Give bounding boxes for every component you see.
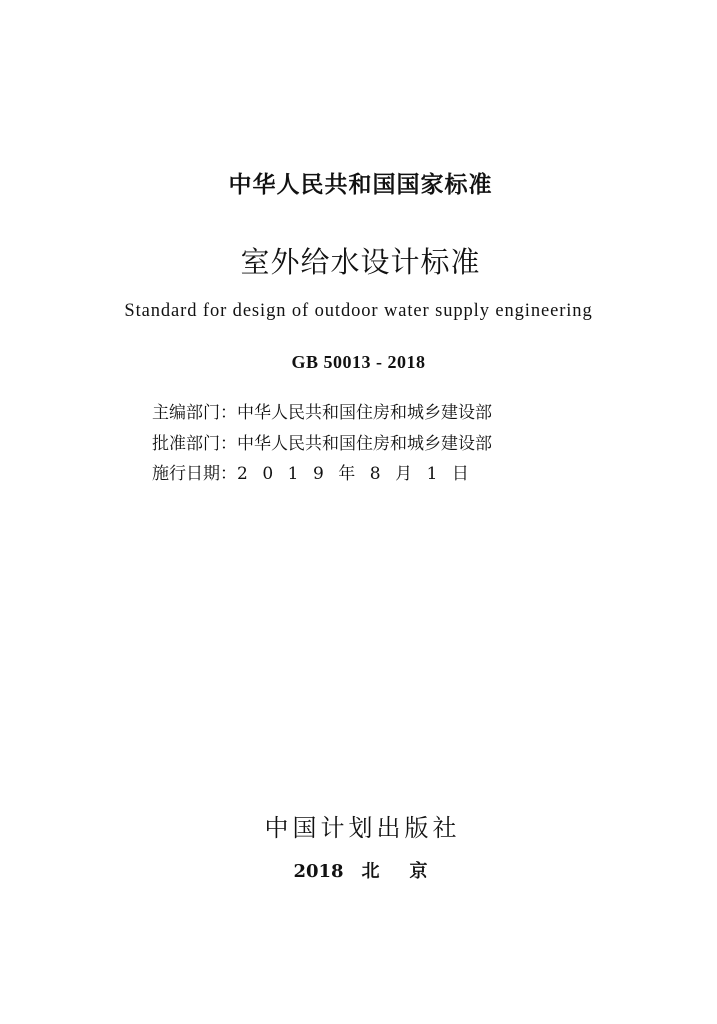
publication-city-part2: 京: [409, 861, 428, 882]
approval-row: [152, 429, 492, 460]
chief-editor-value: 中华人民共和国住房和城乡建设部: [237, 403, 492, 423]
publication-place: [0, 857, 717, 883]
effective-date-row: [152, 459, 492, 490]
approval-value: 中华人民共和国住房和城乡建设部: [237, 433, 492, 454]
chief-editor-label: 主编部门：: [152, 403, 237, 423]
standard-code: GB 50013 - 2018: [291, 352, 426, 372]
effective-date-value: 2019年8月1日: [237, 464, 484, 484]
standard-title-english: Standard for design of outdoor water supply engineering: [124, 301, 593, 321]
standard-info-block: [152, 398, 492, 490]
publisher-name: 中国计划出版社: [264, 814, 461, 842]
publication-year: 2018: [293, 861, 344, 882]
effective-date-label: 施行日期：: [152, 464, 237, 484]
standard-title-chinese: 室外给水设计标准: [240, 245, 481, 279]
approval-label: 批准部门：: [152, 433, 237, 454]
chief-editor-row: [152, 398, 492, 429]
publication-city-part1: 北: [361, 861, 380, 882]
national-standard-heading: 中华人民共和国国家标准: [228, 172, 493, 198]
